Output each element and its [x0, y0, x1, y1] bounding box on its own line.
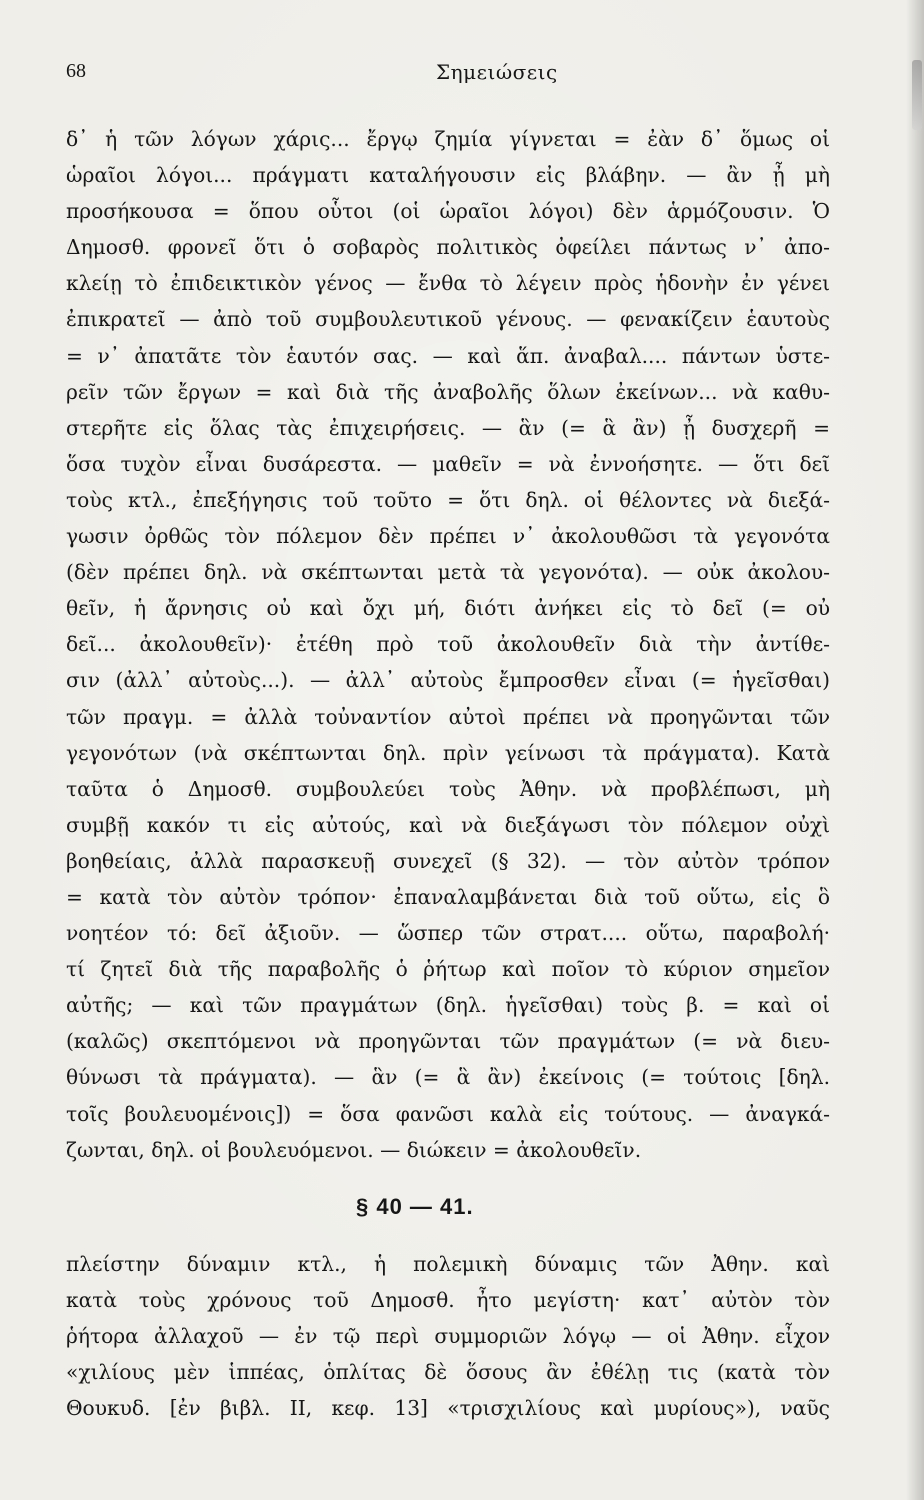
text-line: τοῖς βουλευομένοις]) = ὅσα φανῶσι καλὰ εἰς τούτους. — ἀναγκά- — [66, 1101, 830, 1126]
spine-shadow — [906, 0, 924, 1500]
text-line: τί ζητεῖ διὰ τῆς παραβολῆς ὁ ῥήτωρ καὶ ποῖον τὸ κύριον σημεῖον — [66, 957, 830, 982]
page-number: 68 — [66, 60, 86, 82]
running-title: Σημειώσεις — [436, 60, 558, 84]
text-line: = κατὰ τὸν αὐτὸν τρόπον· ἐπαναλαμβάνεται διὰ τοῦ οὕτω, εἰς ὃ — [66, 884, 830, 909]
text-line: δ᾽ ἡ τῶν λόγων χάρις... ἔργῳ ζημία γίγνεται = ἐὰν δ᾽ ὅμως οἱ — [66, 127, 830, 151]
text-line: τοὺς κτλ., ἐπεξήγησις τοῦ τοῦτο = ὅτι δηλ. οἱ θέλοντες νὰ διεξά- — [66, 487, 830, 512]
text-line: ταῦτα ὁ Δημοσθ. συμβουλεύει τοὺς Ἀθην. νὰ προβλέπωσι, μὴ — [66, 776, 830, 801]
text-line: προσήκουσα = ὅπου οὗτοι (οἱ ὡραῖοι λόγοι) δὲν ἁρμόζουσιν. Ὁ — [66, 199, 830, 224]
text-line: ἐπικρατεῖ — ἀπὸ τοῦ συμβουλευτικοῦ γένους. — φενακίζειν ἑαυτοὺς — [66, 307, 830, 332]
text-line: αὐτῆς; — καὶ τῶν πραγμάτων (δηλ. ἡγεῖσθαι) τοὺς β. = καὶ οἱ — [66, 993, 830, 1018]
text-line: ὅσα τυχὸν εἶναι δυσάρεστα. — μαθεῖν = νὰ ἐννοήσητε. — ὅτι δεῖ — [66, 451, 830, 476]
text-line: Θουκυδ. [ἐν βιβλ. II, κεφ. 13] «τρισχιλίους καὶ μυρίους»), ναῦς — [66, 1396, 830, 1421]
text-line: θεῖν, ἡ ἄρνησις οὐ καὶ ὄχι μή, διότι ἀνήκει εἰς τὸ δεῖ (= οὐ — [66, 596, 830, 621]
text-line: ῥήτορα ἀλλαχοῦ — ἐν τῷ περὶ συμμοριῶν λόγῳ — οἱ Ἀθην. εἶχον — [66, 1324, 830, 1349]
section-heading: § 40 — 41. — [356, 1194, 474, 1219]
text-line: κλείῃ τὸ ἐπιδεικτικὸν γένος — ἔνθα τὸ λέγειν πρὸς ἡδονὴν ἐν γένει — [66, 271, 830, 296]
text-line: νοητέον τό: δεῖ ἀξιοῦν. — ὥσπερ τῶν στρατ.... οὕτω, παραβολή· — [66, 921, 830, 946]
text-line: (δὲν πρέπει δηλ. νὰ σκέπτωνται μετὰ τὰ γεγονότα). — οὐκ ἀκολου- — [66, 560, 830, 585]
text-line: κατὰ τοὺς χρόνους τοῦ Δημοσθ. ἦτο μεγίστη· κατ᾽ αὐτὸν τὸν — [66, 1288, 830, 1313]
spine-mark — [912, 60, 922, 130]
text-line: στερῆτε εἰς ὅλας τὰς ἐπιχειρήσεις. — ἃν (= ἃ ἂν) ᾖ δυσχερῆ = — [66, 415, 830, 440]
text-line: (καλῶς) σκεπτόμενοι νὰ προηγῶνται τῶν πραγμάτων (= νὰ διευ- — [66, 1029, 830, 1054]
text-line: βοηθείαις, ἀλλὰ παρασκευῇ συνεχεῖ (§ 32). — τὸν αὐτὸν τρόπον — [66, 848, 830, 873]
text-line: = ν᾽ ἀπατᾶτε τὸν ἑαυτόν σας. — καὶ ἅπ. ἀναβαλ.... πάντων ὑστε- — [66, 343, 830, 368]
text-line: δεῖ... ἀκολουθεῖν)· ἐτέθη πρὸ τοῦ ἀκολουθεῖν διὰ τὴν ἀντίθε- — [66, 632, 830, 657]
text-line: «χιλίους μὲν ἱππέας, ὁπλίτας δὲ ὅσους ἂν ἐθέλῃ τις (κατὰ τὸν — [66, 1360, 830, 1385]
text-line: γωσιν ὀρθῶς τὸν πόλεμον δὲν πρέπει ν᾽ ἀκολουθῶσι τὰ γεγονότα — [66, 524, 830, 549]
notes-body — [66, 121, 830, 1168]
text-line: ρεῖν τῶν ἔργων = καὶ διὰ τῆς ἀναβολῆς ὅλων ἐκείνων... νὰ καθυ- — [66, 379, 830, 404]
text-line: πλείστην δύναμιν κτλ., ἡ πολεμικὴ δύναμις τῶν Ἀθην. καὶ — [66, 1252, 830, 1276]
text-line: ὡραῖοι λόγοι... πράγματι καταλήγουσιν εἰς βλάβην. — ἂν ᾖ μὴ — [66, 163, 830, 188]
page-header — [66, 60, 826, 90]
text-line: σιν (ἀλλ᾽ αὐτοὺς...). — ἀλλ᾽ αὐτοὺς ἔμπροσθεν εἶναι (= ἡγεῖσθαι) — [66, 668, 830, 693]
text-line: Δημοσθ. φρονεῖ ὅτι ὁ σοβαρὸς πολιτικὸς ὀφείλει πάντως ν᾽ ἀπο- — [66, 235, 830, 260]
text-line: ζωνται, δηλ. οἱ βουλευόμενοι. — διώκειν = ἀκολουθεῖν. — [66, 1137, 642, 1162]
section-body — [66, 1246, 830, 1426]
text-line: γεγονότων (νὰ σκέπτωνται δηλ. πρὶν γείνωσι τὰ πράγματα). Κατὰ — [66, 740, 830, 765]
text-line: συμβῇ κακόν τι εἰς αὐτούς, καὶ νὰ διεξάγωσι τὸν πόλεμον οὐχὶ — [66, 812, 830, 837]
text-line: θύνωσι τὰ πράγματα). — ἃν (= ἃ ἂν) ἐκείνοις (= τούτοις [δηλ. — [66, 1065, 830, 1090]
text-line: τῶν πραγμ. = ἀλλὰ τοὐναντίον αὐτοὶ πρέπει νὰ προηγῶνται τῶν — [66, 704, 830, 729]
